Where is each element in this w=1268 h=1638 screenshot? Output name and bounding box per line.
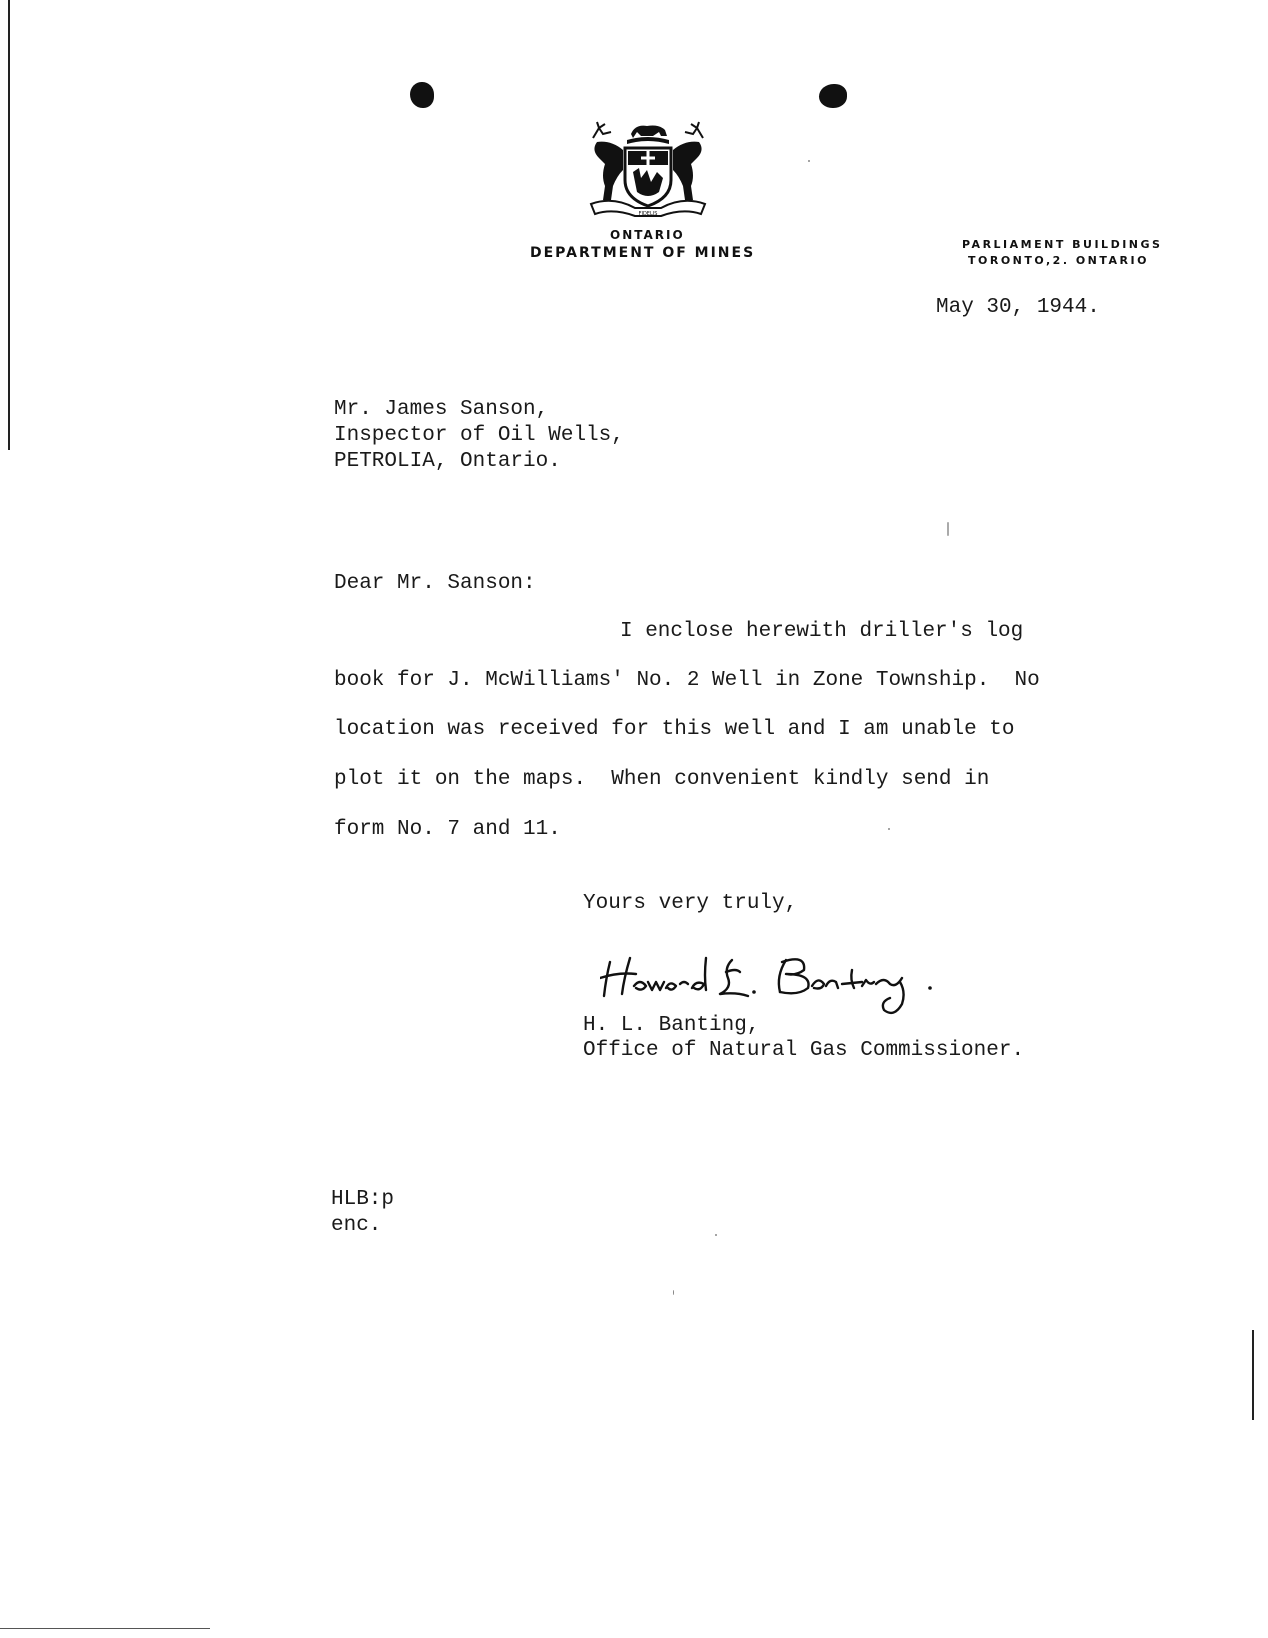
body-line: book for J. McWilliams' No. 2 Well in Zone Township. No <box>334 669 1040 692</box>
scan-edge-left <box>8 0 10 450</box>
scan-speck <box>947 522 949 536</box>
scan-speck <box>715 1234 717 1236</box>
punch-hole-right <box>819 84 847 108</box>
body-line: location was received for this well and I am unable to <box>334 718 1015 741</box>
letterhead-address-line2: TORONTO,2. ONTARIO <box>968 254 1149 267</box>
scan-speck <box>673 1290 674 1295</box>
body-line: I enclose herewith driller's log <box>620 620 1024 643</box>
punch-hole-left <box>410 82 434 108</box>
reference-initials: HLB:p <box>331 1188 395 1211</box>
body-line: form No. 7 and 11. <box>334 818 561 841</box>
letter-date: May 30, 1944. <box>936 296 1100 319</box>
scan-edge-bottom <box>0 1628 210 1629</box>
recipient-line: Mr. James Sanson, <box>334 398 549 421</box>
letterhead-address-line1: PARLIAMENT BUILDINGS <box>962 238 1163 251</box>
handwritten-signature <box>600 948 980 1020</box>
scan-speck <box>808 160 810 162</box>
letterhead-province: ONTARIO <box>610 228 685 242</box>
ontario-coat-of-arms-icon <box>583 120 713 220</box>
enclosure-note: enc. <box>331 1214 382 1237</box>
recipient-line: Inspector of Oil Wells, <box>334 424 624 447</box>
salutation: Dear Mr. Sanson: <box>334 572 536 595</box>
letterhead-department: DEPARTMENT OF MINES <box>530 245 756 261</box>
scan-edge-right <box>1252 1330 1254 1420</box>
signatory-name: H. L. Banting, <box>583 1014 760 1037</box>
crest-motto: FIDELIS <box>638 211 658 217</box>
scan-speck <box>888 828 890 830</box>
signatory-title: Office of Natural Gas Commissioner. <box>583 1039 1025 1062</box>
recipient-line: PETROLIA, Ontario. <box>334 450 561 473</box>
closing: Yours very truly, <box>583 892 798 915</box>
body-line: plot it on the maps. When convenient kindly send in <box>334 768 990 791</box>
